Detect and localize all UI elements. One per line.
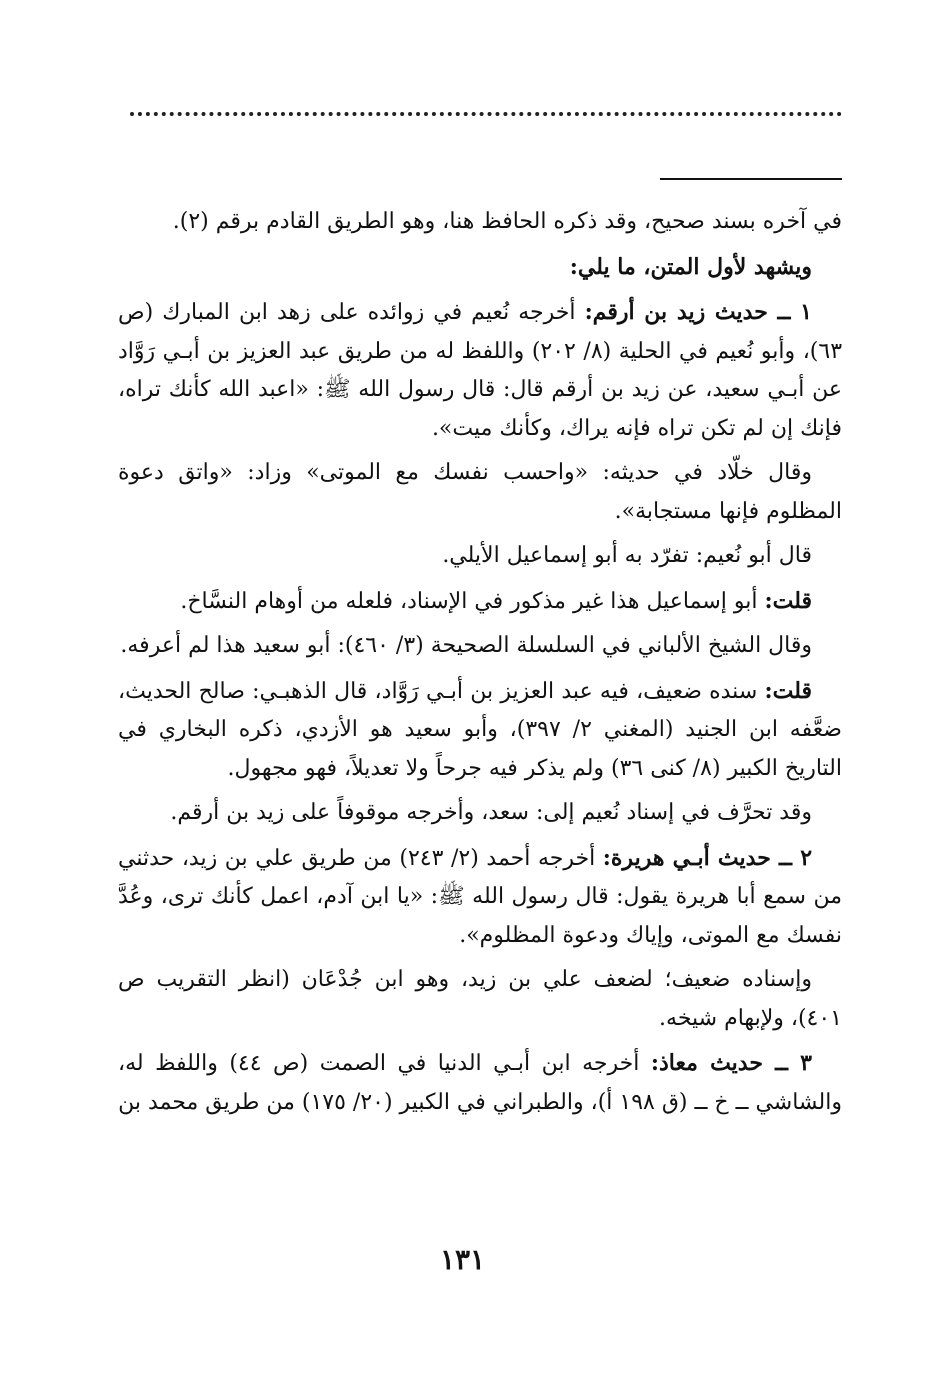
- paragraph-11: [118, 961, 842, 1038]
- paragraph-6-text: أبو إسماعيل هذا غير مذكور في الإسناد، فلعله من أوهام النسَّاخ.: [180, 588, 765, 614]
- paragraph-2-heading: ويشهد لأول المتن، ما يلي:: [569, 253, 812, 280]
- page-number: ١٣١: [439, 1243, 486, 1276]
- paragraph-3: [118, 293, 842, 448]
- paragraph-3-lead: ١ ــ حديث زيد بن أرقم:: [584, 299, 812, 325]
- paragraph-4: [118, 454, 842, 531]
- paragraph-9-text: وقد تحرَّف في إسناد نُعيم إلى: سعد، وأخرجه موقوفاً على زيد بن أرقم.: [170, 800, 812, 825]
- paragraph-12-lead: ٣ ــ حديث معاذ:: [650, 1050, 812, 1076]
- paragraph-1-text: في آخره بسند صحيح، وقد ذكره الحافظ هنا، وهو الطريق القادم برقم (٢).: [172, 209, 842, 234]
- paragraph-6: [118, 582, 842, 622]
- footnote-text: [118, 203, 842, 1128]
- paragraph-1: [118, 203, 842, 242]
- paragraph-12: [118, 1044, 842, 1122]
- paragraph-5-text: قال أبو نُعيم: تفرّد به أبو إسماعيل الأيلي.: [442, 543, 812, 568]
- paragraph-12-text: أخرجه ابن أبـي الدنيا في الصمت (ص ٤٤) واللفظ له، والشاشي ــ خ ــ (ق ١٩٨ أ)، والطبراني في الكبير (٢٠/ ١٧٥) من طريق محمد بن: [118, 1051, 842, 1115]
- paragraph-3-text: أخرجه نُعيم في زوائده على زهد ابن المبارك (ص ٦٣)، وأبو نُعيم في الحلية (٨/ ٢٠٢) واللفظ له من طريق عبد العزيز بن أبـي رَوَّاد عن أبـي سعيد، عن زيد بن أرقم قال: قال رسول الله ﷺ: «اعبد الله كأنك تراه، فإنك إن لم تكن تراه فإنه يراك، وكأنك ميت».: [118, 300, 843, 441]
- paragraph-8-text: سنده ضعيف، فيه عبد العزيز بن أبـي رَوَّاد، قال الذهبـي: صالح الحديث، ضعَّفه ابن الجنيد (المغني ٢/ ٣٩٧)، وأبو سعيد هو الأزدي، ذكره البخاري في التاريخ الكبير (٨/ كنى ٣٦) ولم يذكر فيه جرحاً ولا تعديلاً، فهو مجهول.: [118, 678, 842, 781]
- paragraph-9: [118, 794, 842, 833]
- paragraph-2: [118, 248, 842, 288]
- paragraph-8: [118, 672, 842, 789]
- paragraph-7: [118, 627, 842, 666]
- paragraph-7-text: وقال الشيخ الألباني في السلسلة الصحيحة (٣/ ٤٦٠): أبو سعيد هذا لم أعرفه.: [120, 633, 812, 658]
- paragraph-10: [118, 839, 842, 956]
- paragraph-6-lead: قلت:: [764, 587, 812, 614]
- paragraph-10-text: أخرجه أحمد (٢/ ٢٤٣) من طريق علي بن زيد، حدثني من سمع أبا هريرة يقول: قال رسول الله ﷺ: «يا ابن آدم، اعمل كأنك ترى، وعُدَّ نفسك مع الموتى، وإياك ودعوة المظلوم».: [118, 845, 842, 948]
- footnote-separator-rule: [660, 178, 842, 180]
- paragraph-11-text: وإسناده ضعيف؛ لضعف علي بن زيد، وهو ابن جُدْعَان (انظر التقريب ص ٤٠١)، ولإبهام شيخه.: [118, 967, 842, 1031]
- paragraph-5: [118, 537, 842, 576]
- top-dotted-divider: [130, 112, 842, 116]
- paragraph-10-lead: ٢ ــ حديث أبـي هريرة:: [602, 844, 813, 871]
- paragraph-8-lead: قلت:: [764, 677, 812, 704]
- paragraph-4-text: وقال خلّاد في حديثه: «واحسب نفسك مع الموتى» وزاد: «واتق دعوة المظلوم فإنها مستجابة».: [118, 460, 842, 524]
